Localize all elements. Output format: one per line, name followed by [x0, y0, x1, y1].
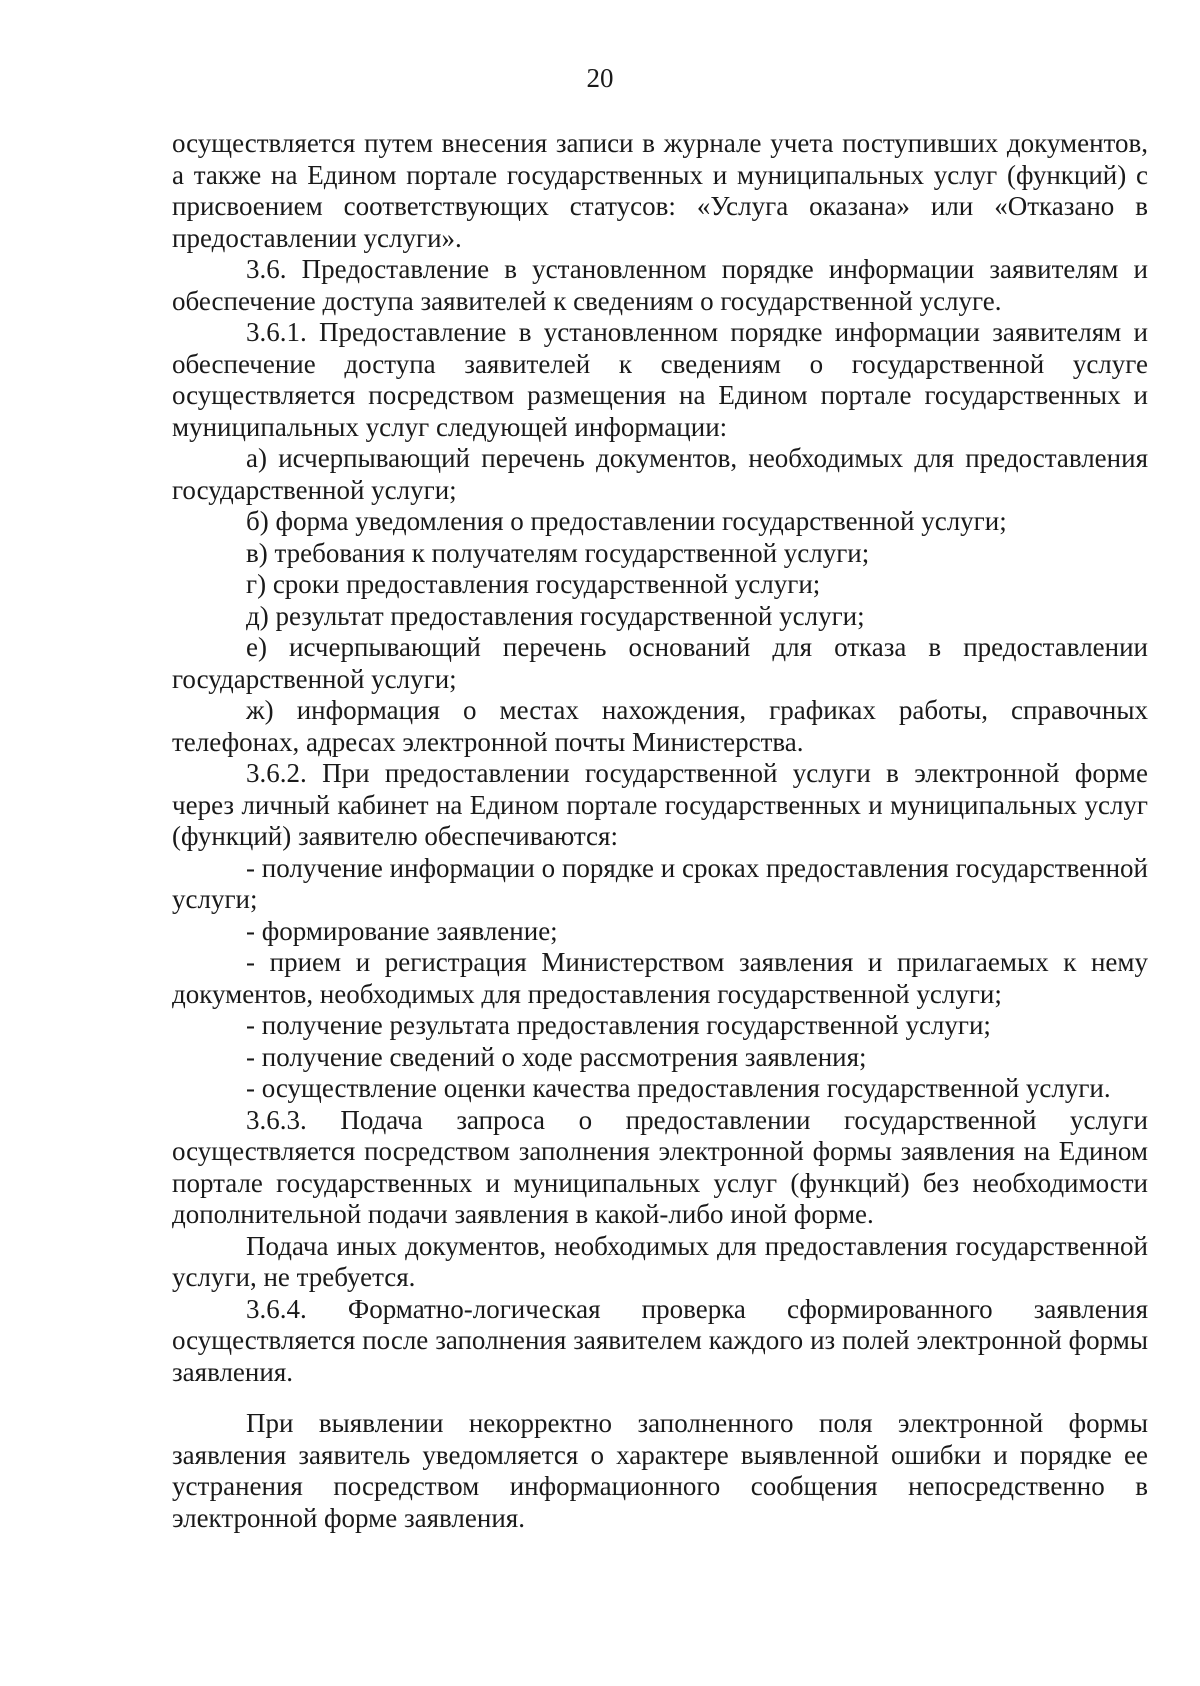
dash-item-info: - получение информации о порядке и сроках предоставления государственной услуги; — [172, 852, 1148, 914]
list-item-zh: ж) информация о местах нахождения, графиках работы, справочных телефонах, адресах электронной почты Министерства. — [172, 695, 1148, 757]
paragraph-3-6-2: 3.6.2. При предоставлении государственной услуги в электронной форме через личный кабинет на Едином портале государственных и муниципальных услуг (функций) заявителю обеспечиваются: — [172, 758, 1148, 851]
dash-item-status: - получение сведений о ходе рассмотрения заявления; — [246, 1041, 867, 1072]
list-item-v: в) требования к получателям государственной услуги; — [246, 537, 870, 568]
list-item-e: е) исчерпывающий перечень оснований для отказа в предоставлении государственной услуги; — [172, 632, 1148, 694]
list-item-a: а) исчерпывающий перечень документов, необходимых для предоставления государственной услуги; — [172, 443, 1148, 505]
paragraph-3-6: 3.6. Предоставление в установленном порядке информации заявителям и обеспечение доступа заявителей к сведениям о государственной услуге. — [172, 254, 1148, 316]
paragraph-3-6-4: 3.6.4. Форматно-логическая проверка сформированного заявления осуществляется после заполнения заявителем каждого из полей электронной формы заявления. — [172, 1293, 1148, 1387]
paragraph-3-6-3: 3.6.3. Подача запроса о предоставлении государственной услуги осуществляется посредством заполнения электронной формы заявления на Едином портале государственных и муниципальных услуг (функций) без необходимости дополнительной подачи заявления в какой-либо иной форме. — [172, 1104, 1148, 1229]
paragraph-error-notice: При выявлении некорректно заполненного поля электронной формы заявления заявитель уведомляется о характере выявленной ошибки и порядке ее устранения посредством информационного сообщения непосредственно в электронной форме заявления. — [172, 1408, 1148, 1533]
dash-item-form: - формирование заявление; — [246, 915, 558, 946]
dash-item-result: - получение результата предоставления государственной услуги; — [246, 1010, 991, 1040]
dash-item-registration: - прием и регистрация Министерством заявления и прилагаемых к нему документов, необходимых для предоставления государственной услуги; — [172, 947, 1148, 1009]
document-body — [172, 128, 1148, 1534]
paragraph-other-documents: Подача иных документов, необходимых для предоставления государственной услуги, не требуется. — [172, 1230, 1148, 1292]
list-item-d: д) результат предоставления государственной услуги; — [246, 600, 865, 631]
list-item-g: г) сроки предоставления государственной услуги; — [246, 569, 821, 599]
page-number: 20 — [586, 63, 614, 93]
paragraph-continuation: осуществляется путем внесения записи в журнале учета поступивших документов, а также на Едином портале государственных и муниципальных услуг (функций) с присвоением соответствующих статусов: «Услуга оказана» или «Отказано в предоставлении услуги». — [172, 128, 1148, 253]
list-item-b: б) форма уведомления о предоставлении государственной услуги; — [246, 506, 1007, 536]
paragraph-3-6-1: 3.6.1. Предоставление в установленном порядке информации заявителям и обеспечение доступа заявителей к сведениям о государственной услуге осуществляется посредством размещения на Едином портале государственных и муниципальных услуг следующей информации: — [172, 317, 1148, 442]
dash-item-quality: - осуществление оценки качества предоставления государственной услуги. — [246, 1073, 1111, 1103]
